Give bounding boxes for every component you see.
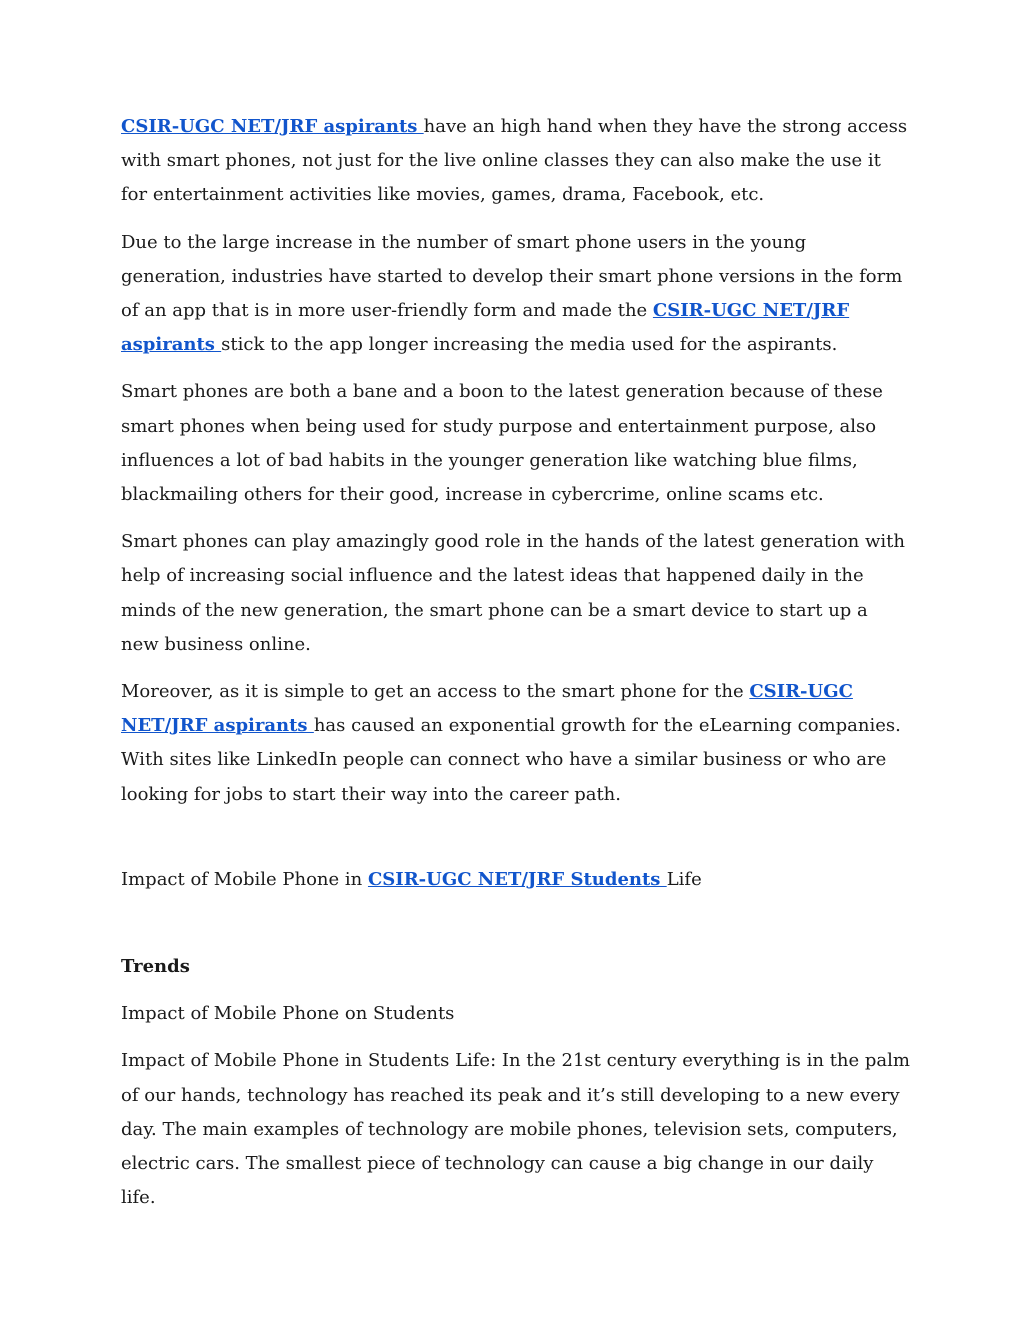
paragraph-text: Due to the large increase in the number of smart phone users in the young generation, industries have started to develop their smart phone versions in the form of an app that is in more user-friendly form and made the bbox=[121, 231, 903, 322]
paragraph-text: stick to the app longer increasing the media used for the aspirants. bbox=[221, 334, 838, 356]
paragraph-text: have an high hand when they have the strong access with smart phones, not just for the live online classes they can also make the use it for entertainment activities like movies, games, drama, Facebook, etc. bbox=[121, 116, 908, 206]
paragraph-students-life: Impact of Mobile Phone in Students Life: In the 21st century everything is in the palm of our hands, technology has reached its peak and it’s still developing to a new every day. The main examples of technology are mobile phones, television sets, computers, electric cars. The smallest piece of technology can cause a big change in our daily life. bbox=[121, 1050, 910, 1209]
document-body bbox=[121, 110, 911, 1228]
csir-ugc-aspirants-link[interactable]: CSIR-UGC NET/JRF aspirants bbox=[121, 300, 850, 356]
paragraph-good-role: Smart phones can play amazingly good role in the hands of the latest generation with help of increasing social influence and the latest ideas that happened daily in the minds of the new generation, the smart phone can be a smart device to start up a new business online. bbox=[121, 531, 905, 655]
subheading: Impact of Mobile Phone on Students bbox=[121, 1003, 455, 1025]
csir-ugc-students-link[interactable]: CSIR-UGC NET/JRF Students bbox=[367, 868, 667, 890]
paragraph-aspirants-access bbox=[121, 110, 911, 213]
paragraph-bane-and-boon: Smart phones are both a bane and a boon to the latest generation because of these smart phones when being used for study purpose and entertainment purpose, also influences a lot of bad habits in the younger generation like watching blue films, blackmailing others for their good, increase in cybercrime, online scams etc. bbox=[121, 381, 883, 506]
paragraph-text: has caused an exponential growth for the eLearning companies. With sites like LinkedIn people can connect who have a similar business or who are looking for jobs to start their way into the career path. bbox=[121, 715, 901, 805]
trends-heading: Trends bbox=[121, 956, 190, 978]
paragraph-moreover bbox=[121, 675, 911, 812]
blank-line bbox=[121, 910, 911, 950]
blank-line bbox=[121, 825, 911, 863]
paragraph-text: Moreover, as it is simple to get an access to the smart phone for the bbox=[121, 681, 750, 703]
csir-ugc-aspirants-link[interactable]: CSIR-UGC NET/JRF aspirants bbox=[121, 116, 424, 137]
impact-text: Impact of Mobile Phone in bbox=[121, 868, 368, 890]
impact-text: Life bbox=[666, 868, 702, 890]
impact-line bbox=[121, 863, 911, 897]
csir-ugc-aspirants-link[interactable]: CSIR-UGC NET/JRF aspirants bbox=[121, 681, 853, 737]
paragraph-smart-phone-users bbox=[121, 226, 911, 363]
